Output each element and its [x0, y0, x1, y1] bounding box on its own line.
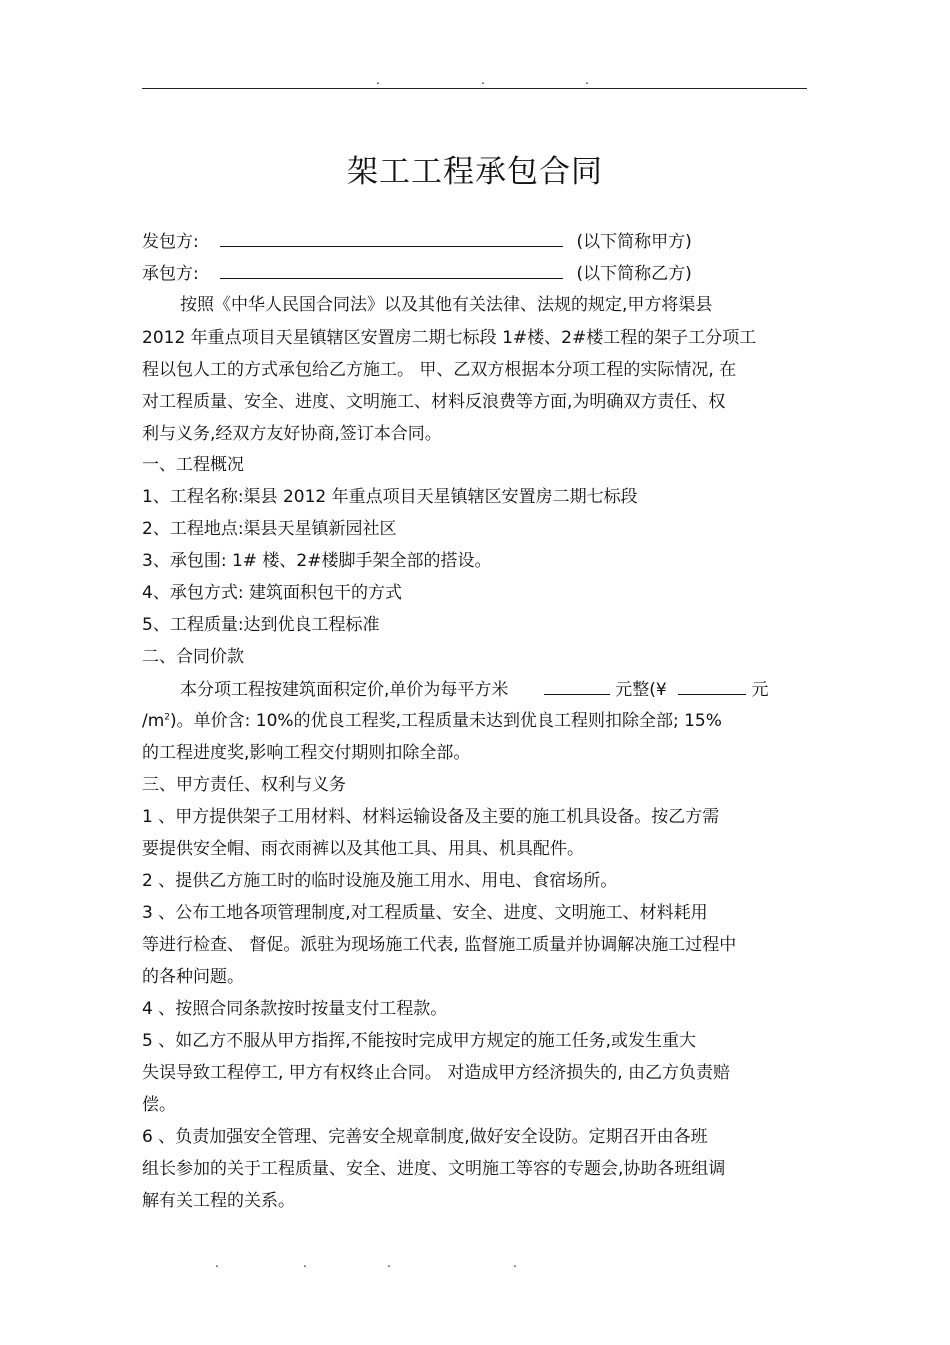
- party-a-label: 发包方:: [142, 232, 199, 252]
- party-a-note: (以下简称甲方): [576, 232, 692, 252]
- party-b-note: (以下简称乙方): [576, 264, 692, 284]
- price-text: )。单价含: 10%的优良工程奖,工程质量未达到优良工程则扣除全部; 15%: [170, 711, 722, 731]
- footer-dot: .: [513, 1256, 517, 1270]
- obligation-line: 的各种问题。: [142, 967, 244, 987]
- obligation-line: 解有关工程的关系。: [142, 1191, 295, 1211]
- intro-line: 按照《中华人民国合同法》以及其他有关法律、法规的规定,甲方将渠县: [180, 295, 713, 315]
- overview-item: 5、工程质量:达到优良工程标准: [142, 615, 380, 635]
- header-rule: [142, 88, 807, 89]
- party-a-line: [142, 229, 692, 254]
- overview-item: 4、承包方式: 建筑面积包干的方式: [142, 583, 402, 603]
- footer-dot: .: [387, 1256, 391, 1270]
- price-text: 本分项工程按建筑面积定价,单价为每平方米: [180, 680, 509, 700]
- intro-line: 程以包人工的方式承包给乙方施工。 甲、乙双方根据本分项工程的实际情况, 在: [142, 360, 737, 380]
- footer-dot: .: [215, 1256, 219, 1270]
- section-heading: 二、合同价款: [142, 647, 244, 667]
- intro-line: 2012 年重点项目天星镇辖区安置房二期七标段 1#楼、2#楼工程的架子工分项工: [142, 328, 757, 348]
- section-heading: 三、甲方责任、权利与义务: [142, 775, 346, 795]
- overview-item: 3、承包围: 1# 楼、2#楼脚手架全部的搭设。: [142, 551, 492, 571]
- unit-price-blank: [544, 677, 610, 695]
- obligation-line: 组长参加的关于工程质量、安全、进度、文明施工等容的专题会,协助各班组调: [142, 1159, 726, 1179]
- section-heading: 一、工程概况: [142, 455, 244, 475]
- overview-item: 1、工程名称:渠县 2012 年重点项目天星镇辖区安置房二期七标段: [142, 487, 638, 507]
- intro-line: 利与义务,经双方友好协商,签订本合同。: [142, 424, 442, 444]
- obligation-line: 5 、如乙方不服从甲方指挥,不能按时完成甲方规定的施工任务,或发生重大: [142, 1031, 697, 1051]
- document-title: 架工工程承包合同: [347, 154, 603, 190]
- obligation-line: 等进行检查、 督促。派驻为现场施工代表, 监督施工质量并协调解决施工过程中: [142, 935, 737, 955]
- party-b-line: [142, 261, 692, 286]
- obligation-line: 4 、按照合同条款按时按量支付工程款。: [142, 999, 448, 1019]
- price-line: [180, 677, 768, 702]
- obligation-line: 1 、甲方提供架子工用材料、材料运输设备及主要的施工机具设备。按乙方需: [142, 807, 720, 827]
- obligation-line: 偿。: [142, 1095, 176, 1115]
- header-dot: .: [376, 73, 380, 87]
- unit-superscript: 2: [164, 712, 171, 723]
- unit-text: /m: [142, 711, 165, 731]
- party-b-blank: [220, 261, 563, 279]
- header-dot: .: [585, 73, 589, 87]
- price-line: [142, 709, 722, 733]
- price-line: 的工程进度奖,影响工程交付期则扣除全部。: [142, 743, 471, 763]
- obligation-line: 6 、负责加强安全管理、完善安全规章制度,做好安全设防。定期召开由各班: [142, 1127, 708, 1147]
- header-dot: .: [481, 73, 485, 87]
- footer-dot: .: [303, 1256, 307, 1270]
- party-a-blank: [220, 229, 563, 247]
- party-b-label: 承包方:: [142, 264, 199, 284]
- unit-price-figure-blank: [678, 677, 746, 695]
- obligation-line: 2 、提供乙方施工时的临时设施及施工用水、用电、食宿场所。: [142, 871, 618, 891]
- obligation-line: 失误导致工程停工, 甲方有权终止合同。 对造成甲方经济损失的, 由乙方负责赔: [142, 1063, 731, 1083]
- price-text: 元整(¥: [615, 680, 667, 700]
- overview-item: 2、工程地点:渠县天星镇新园社区: [142, 519, 397, 539]
- obligation-line: 3 、公布工地各项管理制度,对工程质量、安全、进度、文明施工、材料耗用: [142, 903, 708, 923]
- obligation-line: 要提供安全帽、雨衣雨裤以及其他工具、用具、机具配件。: [142, 839, 584, 859]
- intro-line: 对工程质量、安全、进度、文明施工、材料反浪费等方面,为明确双方责任、权: [142, 392, 726, 412]
- price-text: 元: [751, 680, 769, 700]
